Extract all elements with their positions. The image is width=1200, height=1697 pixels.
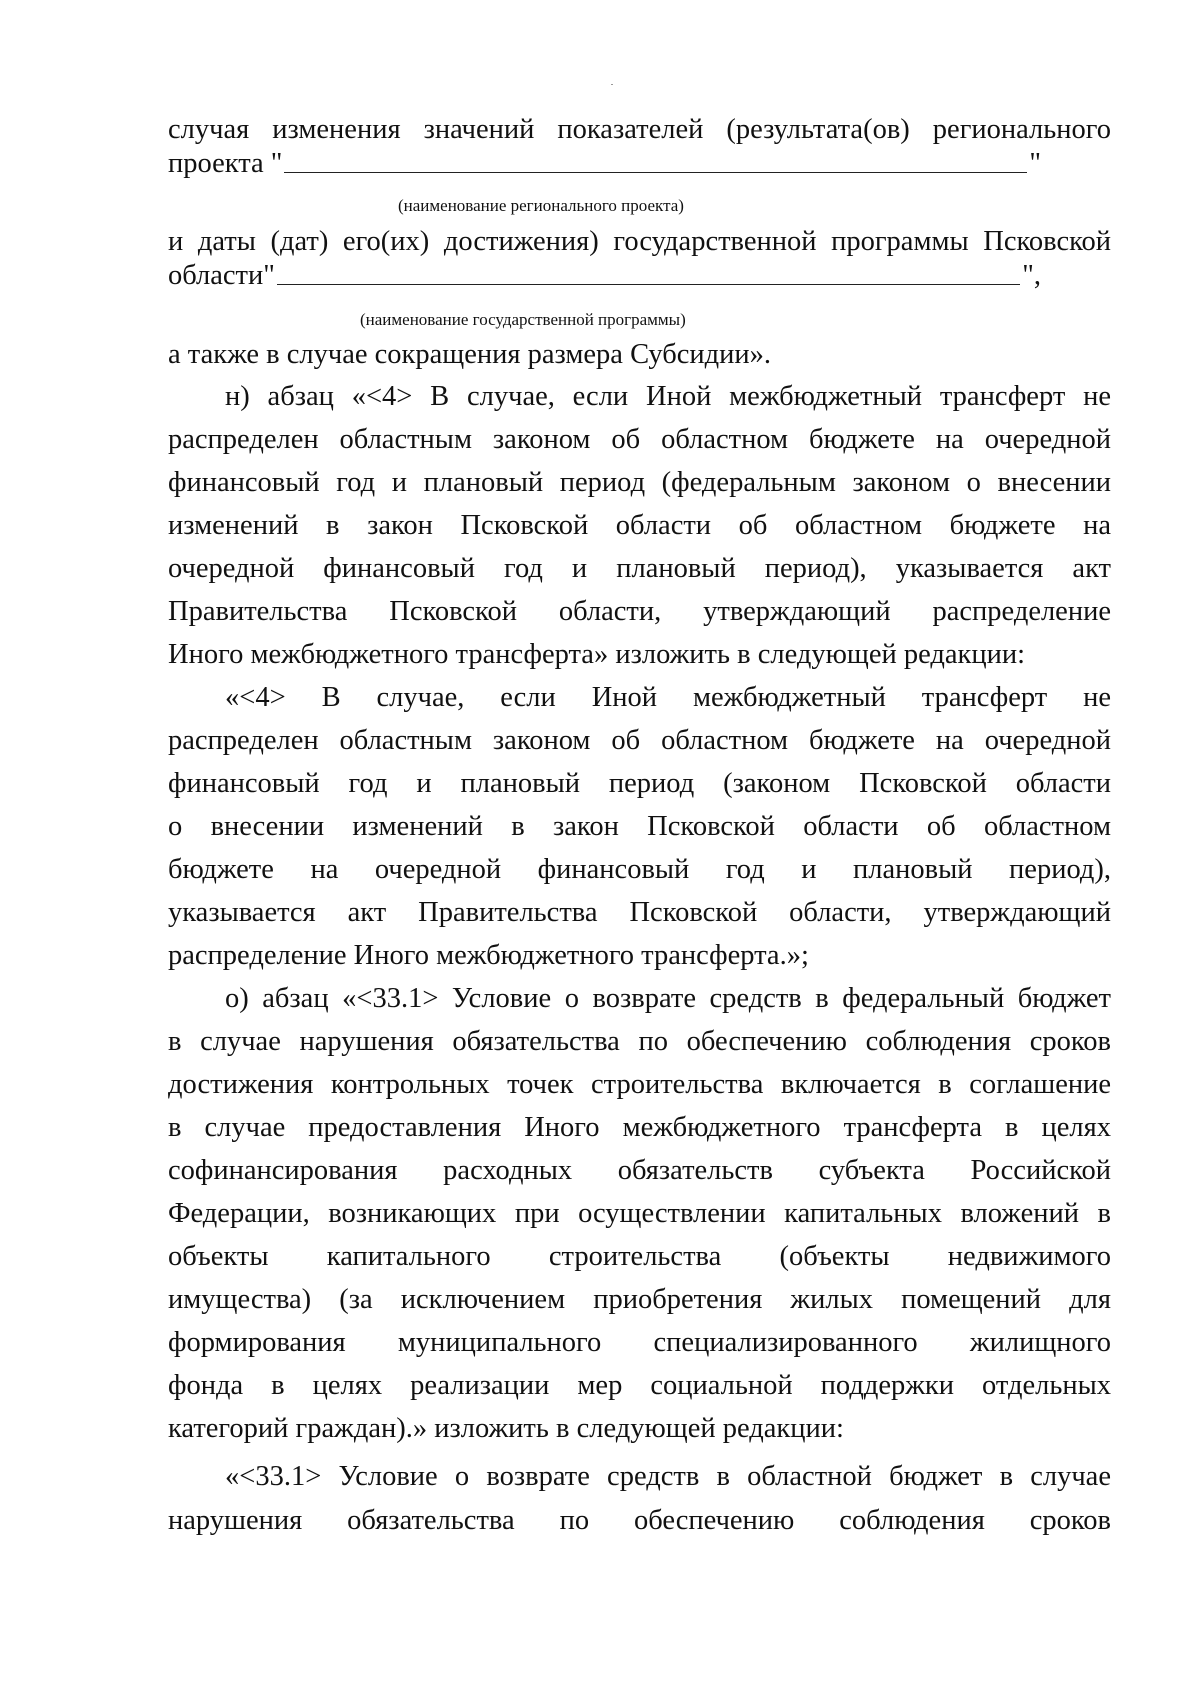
- field-caption: (наименование регионального проекта): [398, 196, 684, 215]
- paragraph-n-line: финансовый год и плановый период (федеральным законом о внесении: [168, 467, 1111, 498]
- paragraph-4-line: распределен областным законом об областном бюджете на очередной: [168, 725, 1111, 756]
- text-fragment: области": [168, 259, 275, 291]
- field-caption: (наименование государственной программы): [360, 310, 686, 329]
- paragraph-n-line: изменений в закон Псковской области об областном бюджете на: [168, 510, 1111, 541]
- paragraph-o-line: имущества) (за исключением приобретения жилых помещений для: [168, 1284, 1111, 1315]
- text-fragment: ",: [1022, 259, 1041, 291]
- paragraph-o-line: о) абзац «<33.1> Условие о возврате средств в федеральный бюджет: [225, 983, 1111, 1014]
- state-program-field: [168, 258, 1111, 290]
- paragraph-o-line: софинансирования расходных обязательств субъекта Российской: [168, 1155, 1111, 1186]
- paragraph-n-line: Иного межбюджетного трансферта» изложить в следующей редакции:: [168, 639, 1026, 670]
- paragraph-4-line: финансовый год и плановый период (законом Псковской области: [168, 768, 1111, 799]
- paragraph-33-line: нарушения обязательства по обеспечению соблюдения сроков: [168, 1505, 1111, 1536]
- text-fragment: ": [1029, 147, 1041, 179]
- paragraph-n-line: очередной финансовый год и плановый период), указывается акт: [168, 553, 1111, 584]
- paragraph-n-line: распределен областным законом об областном бюджете на очередной: [168, 424, 1111, 455]
- text-line: случая изменения значений показателей (результата(ов) регионального: [168, 114, 1111, 145]
- paragraph-o-line: объекты капитального строительства (объекты недвижимого: [168, 1241, 1111, 1272]
- paragraph-o-line: формирования муниципального специализированного жилищного: [168, 1327, 1111, 1358]
- text-line: и даты (дат) его(их) достижения) государственной программы Псковской: [168, 226, 1111, 257]
- regional-project-field: [168, 146, 1111, 178]
- paragraph-o-line: категорий граждан).» изложить в следующей редакции:: [168, 1413, 844, 1444]
- paragraph-4-line: распределение Иного межбюджетного трансферта.»;: [168, 940, 809, 971]
- paragraph-n-line: Правительства Псковской области, утверждающий распределение: [168, 596, 1111, 627]
- text-fragment: проекта ": [168, 147, 283, 179]
- paragraph-o-line: Федерации, возникающих при осуществлении капитальных вложений в: [168, 1198, 1111, 1229]
- text-line: а также в случае сокращения размера Субсидии».: [168, 339, 772, 370]
- scan-speck: [611, 84, 613, 85]
- paragraph-4-line: «<4> В случае, если Иной межбюджетный трансферт не: [225, 682, 1111, 713]
- paragraph-n-line: н) абзац «<4> В случае, если Иной межбюджетный трансферт не: [225, 381, 1111, 412]
- paragraph-o-line: достижения контрольных точек строительства включается в соглашение: [168, 1069, 1111, 1100]
- blank-underline: [277, 284, 1020, 285]
- paragraph-o-line: в случае предоставления Иного межбюджетного трансферта в целях: [168, 1112, 1111, 1143]
- paragraph-o-line: фонда в целях реализации мер социальной поддержки отдельных: [168, 1370, 1111, 1401]
- paragraph-33-line: «<33.1> Условие о возврате средств в областной бюджет в случае: [225, 1461, 1111, 1492]
- paragraph-o-line: в случае нарушения обязательства по обеспечению соблюдения сроков: [168, 1026, 1111, 1057]
- paragraph-4-line: бюджете на очередной финансовый год и плановый период),: [168, 854, 1111, 885]
- blank-underline: [284, 172, 1027, 173]
- paragraph-4-line: о внесении изменений в закон Псковской области об областном: [168, 811, 1111, 842]
- paragraph-4-line: указывается акт Правительства Псковской области, утверждающий: [168, 897, 1111, 928]
